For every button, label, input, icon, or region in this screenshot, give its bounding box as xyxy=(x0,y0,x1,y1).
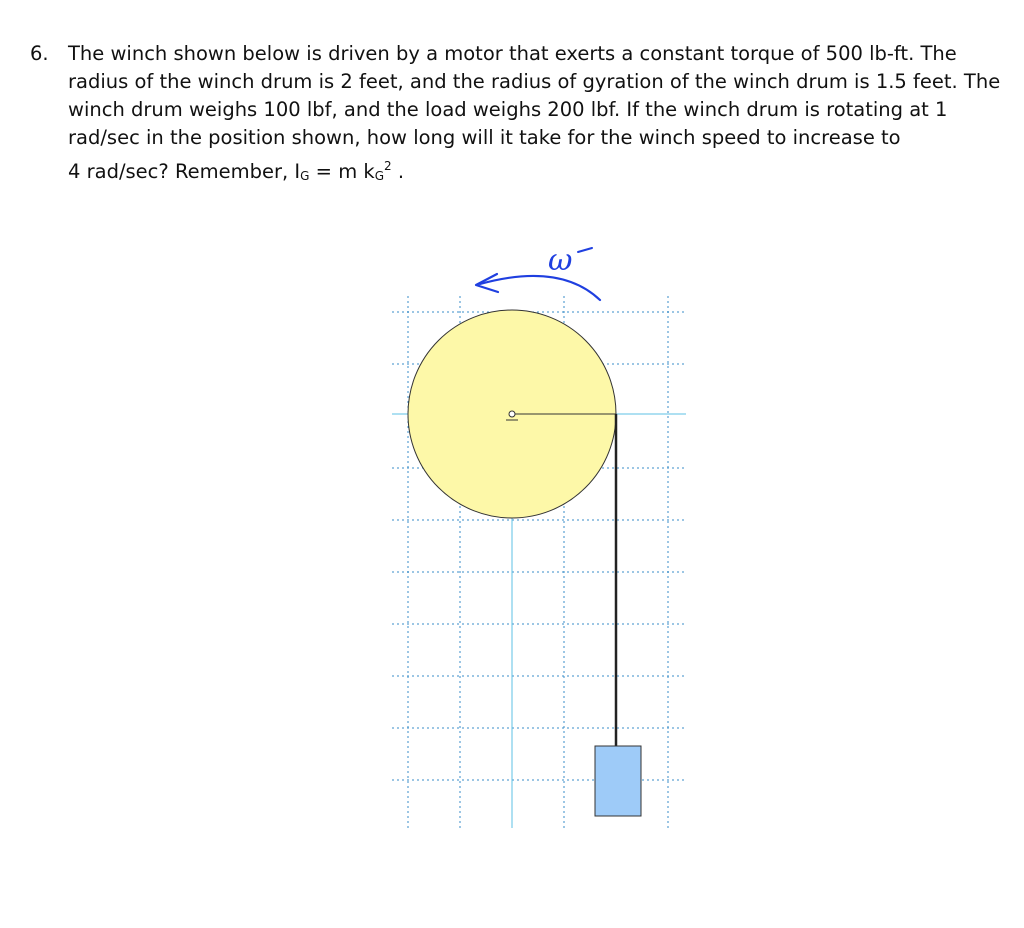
problem-line-5-end: . xyxy=(391,160,405,183)
omega-label: ω xyxy=(548,243,573,278)
problem-line-5-text: 4 rad/sec? Remember, I xyxy=(68,160,301,183)
problem-line-5-mid: = m k xyxy=(309,160,375,183)
problem-number: 6. xyxy=(30,42,49,65)
rotation-arrow-icon xyxy=(476,274,600,300)
problem-line-1: The winch shown below is driven by a motor that exerts a constant torque of 500 lb-ft. The xyxy=(68,42,957,65)
load-block xyxy=(595,746,641,816)
problem-line-2: radius of the winch drum is 2 feet, and the radius of gyration of the winch drum is 1.5 feet. The xyxy=(68,70,1001,93)
omega-overbar xyxy=(578,248,592,252)
subscript-g: G xyxy=(300,169,310,183)
problem-line-4: rad/sec in the position shown, how long will it take for the winch speed to increase to xyxy=(68,126,901,149)
subscript-g-2: G xyxy=(374,169,385,183)
problem-line-3: winch drum weighs 100 lbf, and the load weighs 200 lbf. If the winch drum is rotating at 1 xyxy=(68,98,948,121)
superscript-2: 2 xyxy=(384,159,392,173)
